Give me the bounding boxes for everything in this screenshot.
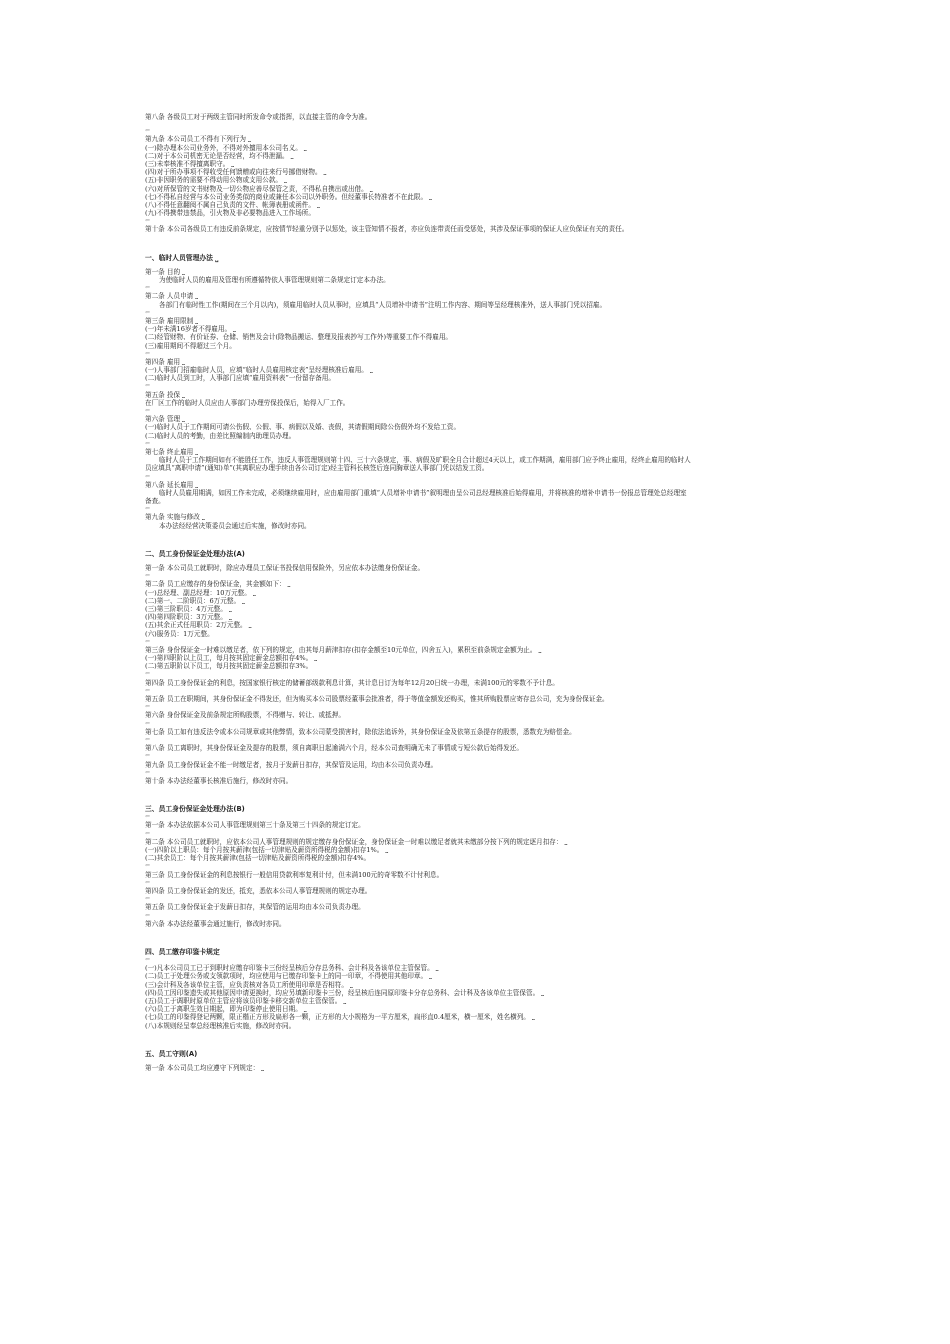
paragraph-mark-icon: ⇐ xyxy=(145,752,151,760)
paragraph-mark-icon: ⇐ xyxy=(145,895,151,903)
text-line: (五)非因职务的需要不得动用公物或支用公款。 ⎵ xyxy=(145,176,287,185)
text-line: (二)第一、二阶职员：6万元整。 ⎵ xyxy=(145,596,245,605)
text-line: 第一条 本公司员工就职时，除应办理员工保证书投保信用保险外，另应依本办法缴身份保证金。 xyxy=(145,564,425,572)
text-line: (三)雇用期间不得超过三个月。 xyxy=(145,341,236,350)
text-line: (一)凡本公司员工已于到职时应缴存印鉴卡三份经呈核后分存总务科、会计科及各该单位主管保管。 ⎵ xyxy=(145,964,439,973)
text-line: (七)不得私自经营与本公司业务类似的商业或兼任本公司以外职务。但经董事长特准者不在此限。 ⎵ xyxy=(145,192,432,201)
text-line: (三)第三阶职员：4万元整。 ⎵ xyxy=(145,604,232,613)
text-line: (二)对于本公司机密无论是否经营，均不得泄漏。 ⎵ xyxy=(145,151,294,160)
text-line: (六)员工于离职生效日期起，即为印鉴停止使用日期。 ⎵ xyxy=(145,1005,307,1014)
text-line: (一)人事部门招雇临时人员，应填“临时人员雇用核定表”呈经理核准后雇用。 ⎵ xyxy=(145,366,373,375)
text-line: 备查。 xyxy=(145,497,165,506)
paragraph-mark-icon: ⇐ xyxy=(145,862,151,870)
text-line: 第三条 员工身份保证金的利息按银行一般信用贷款利率复利计付，但未满100元的奇零数不计付利息。 xyxy=(145,870,444,879)
text-line: 第八条 员工离职时，其身份保证金及提存的股票，须自离职日起逾满六个月，经本公司查明确无未了事情或亏短公款后始得发还。 xyxy=(145,744,523,753)
paragraph-mark-icon: ⇐ xyxy=(145,127,151,135)
text-line: 第四条 员工身份保证金的利息，按国家银行核定的储蓄部级款利息计算，其计息日订为每年12月20日统一办理，未满100元的零数不予计息。 xyxy=(145,678,559,687)
spacer xyxy=(145,928,815,948)
text-line: (五)员工于调职时原单位主管应将该员印鉴卡移交新单位主管保管。 ⎵ xyxy=(145,997,347,1005)
text-line: 第六条 管理 ⎵ xyxy=(145,415,185,424)
section-heading: 三、员工身份保证金处理办法(B) xyxy=(145,805,245,814)
text-line: (二)员工于处理公务或支领款项时，均应使用与已缴存印鉴卡上的同一印章，不得使用其他印章。 ⎵ xyxy=(145,972,432,981)
section-heading: 一、临时人员管理办法 ⎵ xyxy=(145,253,219,262)
paragraph-mark-icon: ⇐ xyxy=(145,505,151,513)
spacer xyxy=(145,530,815,550)
text-line: 临时人员雇用期满，如因工作未完成，必须继续雇用时，应由雇用部门重填“人员增补申请书”叙明理由呈公司总经理核准后始得雇用，并将核准的增补申请书一份报总管理处总经理室 xyxy=(159,488,687,497)
text-line: (二)其余员工：每个月按其薪津(包括一切津贴及薪资所得税的金额)扣存4%。 xyxy=(145,854,371,863)
text-line: 第八条 各级员工对于两级主管同时所发命令或指挥，以直接主管的命令为准。 xyxy=(145,113,372,121)
paragraph-mark-icon: ⇐ xyxy=(145,703,151,711)
spacer xyxy=(145,1030,815,1050)
text-line: (二)临时人员的考勤，由差比照编制内助理员办理。 xyxy=(145,431,296,440)
section-heading: 四、员工缴存印鉴卡规定 xyxy=(145,947,220,956)
spacer xyxy=(145,785,815,805)
text-line: (二)经管财物、有价证券、仓储、销售及会计(除物品搬运、整理及报表抄写工作外)等重要工作不得雇用。 xyxy=(145,333,453,342)
text-line: 第七条 员工如有违反法令或本公司规章或其他弊情，致本公司蒙受损害时，除依法追诉外，其身份保证金及依第五条提存的股票，悉数充为赔偿金。 xyxy=(145,727,576,736)
paragraph-mark-icon: ⇐ xyxy=(145,768,151,776)
text-line: 第五条 员工身份保证金于发薪日扣存，其保管的运用均由本公司负责办理。 xyxy=(145,903,365,912)
paragraph-mark-icon: ⇐ xyxy=(145,670,151,678)
text-line: 为使临时人员的雇用及管理有所遵循特依人事管理规则第二条规定订定本办法。 xyxy=(159,276,390,284)
text-line: (七)员工的印鉴得登记两颗，限正楷正方形及扁形各一颗，正方形的大小规格为一平方厘米，扁形直0.4厘米，横一厘米，姓名横列。 ⎵ xyxy=(145,1013,535,1022)
paragraph-mark-icon: ⇐ xyxy=(145,637,151,645)
text-line: (二)临时人员到工时，人事部门应填“雇用资料表”一份留存备用。 xyxy=(145,374,335,383)
text-line: 第五条 员工在职期间，其身份保证金不得发还，但为购买本公司股票经董事会批准者，得于等值金额发还购买，惟其所购股票应寄存总公司，充为身份保证金。 xyxy=(145,695,609,703)
text-line: 第八条 延长雇用 ⎵ xyxy=(145,480,198,489)
text-line: (三)会计科及各该单位主管，应负责核对各员工所使用印章是否相符。 ⎵ xyxy=(145,980,353,989)
text-line: (八)本规则经呈奉总经理核准后实施，修改时亦同。 xyxy=(145,1021,296,1030)
text-line: 第一条 目的 ⎵ xyxy=(145,267,185,276)
text-line: 第三条 身份保证金一时难以缴足者，依下列的规定，由其每月薪津扣存(扣存金额至10元单位，四舍五入)，累积至前条规定金额为止。 ⎵ xyxy=(145,645,542,654)
text-line: (一)四阶以上职员：每个月按其薪津(包括一切津贴及薪资所得税的金额)扣存1%。 ⎵ xyxy=(145,846,389,854)
text-line: 第十条 本公司各级员工有违反前条规定，应按情节轻重分别予以惩处，该主管知情不报者，亦应负连带责任而受惩处，其涉及保证事项的保证人应负保证有关的责任。 xyxy=(145,225,629,234)
text-line: (四)第四阶职员：3万元整。 ⎵ xyxy=(145,613,232,622)
text-line: (一)年未满16岁者不得雇用。 ⎵ xyxy=(145,325,236,334)
text-line: (一)第四职阶以上员工，每月按其固定薪金总额扣存4%。 ⎵ xyxy=(145,654,317,663)
text-line: (六)服务员：1万元整。 xyxy=(145,629,214,638)
paragraph-mark-icon: ⇐ xyxy=(145,956,151,964)
paragraph-mark-icon: ⇐ xyxy=(145,878,151,886)
paragraph-mark-icon: ⇐ xyxy=(145,735,151,743)
section-heading: 二、员工身份保证金处理办法(A) xyxy=(145,549,245,558)
text-line: 各部门有临时性工作(期间在三个月以内)，须雇用临时人员从事时，应填具“人员增补申请书”注明工作内容、期间等呈经理核准外，送人事部门凭以招雇。 xyxy=(159,300,607,309)
section-heading: 五、员工守则(A) xyxy=(145,1049,198,1058)
text-line: (一)总经理、副总经理：10万元整。 ⎵ xyxy=(145,588,256,597)
text-line: 第二条 人员申请 ⎵ xyxy=(145,292,198,301)
text-line: 临时人员于工作期间如有不能胜任工作，违反人事管理规则第十四、三十六条规定，事、病假及旷职全月合计超过4天以上，或工作期满，雇用部门应予终止雇用，经终止雇用的临时人 xyxy=(159,456,691,465)
text-line: 第一条 本公司员工均应遵守下列规定： ⎵ xyxy=(145,1063,264,1072)
text-line: 第七条 终止雇用 ⎵ xyxy=(145,447,198,456)
text-line: 员应填具“离职申请”(通知)单”(其离职应办理手续由各公司订定)经主管科长核签后连同胸章送人事部门凭以结发工资。 xyxy=(145,464,489,473)
paragraph-mark-icon: ⇐ xyxy=(145,407,151,414)
text-line: (一)临时人员于工作期间可请公伤假、公假、事、病假以及婚、丧假，其请假期间除公伤假外均不发给工资。 xyxy=(145,423,461,432)
paragraph-mark-icon: ⇐ xyxy=(145,686,151,694)
text-line: 第四条 员工身份保证金的发还，抵充，悉依本公司人事管理规则的规定办理。 xyxy=(145,886,372,895)
text-line: 第一条 本办法依据本公司人事管理规则第三十条及第三十四条的规定订定。 xyxy=(145,821,365,830)
text-line: (四)对于所办事项不得收受任何馈赠或向往来行号挪借财物。 ⎵ xyxy=(145,168,327,177)
text-line: 第三条 雇用限制 ⎵ xyxy=(145,316,198,325)
text-line: 第六条 身份保证金及前条规定所购股票，不得赠与、转让、或抵押。 xyxy=(145,711,345,720)
text-line: (八)不得任意翻阅不属自己负责的文件、帐簿表册或函件。 ⎵ xyxy=(145,200,320,209)
paragraph-mark-icon: ⇐ xyxy=(145,284,151,292)
text-line: 第二条 员工应缴存的身份保证金，其金额如下： ⎵ xyxy=(145,580,291,589)
text-line: (五)其余正式任用职员：2万元整。 ⎵ xyxy=(145,621,252,630)
text-line: (二)第五职阶以下员工，每月按其固定薪金总额扣存3%。 xyxy=(145,662,313,671)
paragraph-mark-icon: ⇐ xyxy=(145,572,151,580)
paragraph-mark-icon: ⇐ xyxy=(145,829,151,837)
paragraph-mark-icon: ⇐ xyxy=(145,349,151,357)
text-line: (三)未奉核准不得擅离职守。 ⎵ xyxy=(145,159,235,168)
text-line: (六)对所保管的文书财物及一切公物应善尽保管之责，不得私自携出或出借。 ⎵ xyxy=(145,184,373,193)
text-line: 第五条 投保 ⎵ xyxy=(145,390,185,399)
paragraph-mark-icon: ⇐ xyxy=(145,911,151,919)
paragraph-mark-icon: ⇐ xyxy=(145,813,151,821)
text-line: 第四条 雇用 ⎵ xyxy=(145,357,185,366)
text-line: (九)不得携带违禁品，引火物及非必要物品进入工作场所。 xyxy=(145,209,315,218)
text-line: 第十条 本办法经董事长核准后施行，修改时亦同。 xyxy=(145,776,293,785)
text-line: 在厂区工作的临时人员应由人事部门办理劳保投保后，始得入厂工作。 xyxy=(145,398,350,407)
paragraph-mark-icon: ⇐ xyxy=(145,217,151,225)
text-line: 第六条 本办法经董事会通过施行，修改时亦同。 xyxy=(145,919,286,928)
text-line: 第九条 本公司员工不得有下列行为 ⎵ xyxy=(145,135,251,144)
paragraph-mark-icon: ⇐ xyxy=(145,439,151,447)
text-line: (四)员工因印鉴遗失或其他原因申请更换时，均应另填新印鉴卡三份，经呈核后连同原印鉴卡分存总务科、会计科及各该单位主管保管。 ⎵ xyxy=(145,988,544,997)
text-line: (一)除办理本公司业务外，不得对外擅用本公司名义。 ⎵ xyxy=(145,143,307,152)
text-line: 第二条 本公司员工就职时，应依本公司人事管理规则的规定缴存身份保证金，身份保证金一时难以缴足者就其未缴部分按下列的规定逐月扣存： ⎵ xyxy=(145,837,568,846)
text-line: 第九条 实施与修改 ⎵ xyxy=(145,513,205,522)
text-line: 本办法经经营决策委员会通过后实施，修改时亦同。 xyxy=(159,521,311,530)
spacer xyxy=(145,234,815,254)
paragraph-mark-icon: ⇐ xyxy=(145,308,151,316)
paragraph-mark-icon: ⇐ xyxy=(145,719,151,727)
paragraph-mark-icon: ⇐ xyxy=(145,472,151,480)
text-line: 第九条 员工身份保证金不能一时缴足者，按月于发薪日扣存，其保管及运用，均由本公司负责办理。 xyxy=(145,760,438,769)
document-body xyxy=(145,113,815,1072)
paragraph-mark-icon: ⇐ xyxy=(145,382,151,390)
